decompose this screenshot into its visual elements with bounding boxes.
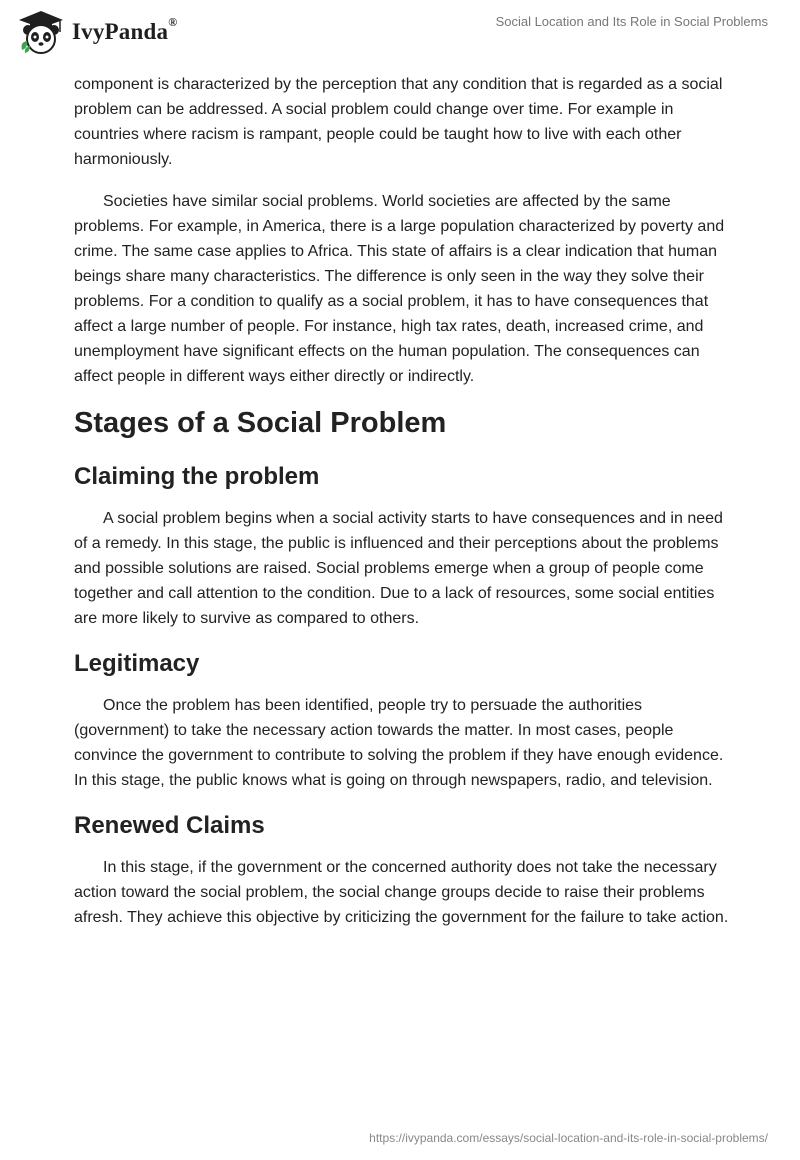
paragraph-claiming: A social problem begins when a social activity starts to have consequences and in need of a remedy. In this stage, the public is influenced and their perceptions about the problems and possible solutions are raised. Social problems emerge when a group of people come together and call attention to the condition. Due to a lack of resources, some social entities are more likely to survive as compared to others. bbox=[74, 510, 723, 627]
panda-graduate-icon bbox=[16, 8, 66, 58]
heading-claiming: Claiming the problem bbox=[74, 463, 320, 490]
heading-legitimacy: Legitimacy bbox=[74, 650, 200, 677]
ivypanda-logo[interactable] bbox=[16, 8, 177, 58]
source-url[interactable]: https://ivypanda.com/essays/social-location-and-its-role-in-social-problems/ bbox=[369, 1131, 768, 1145]
running-title: Social Location and Its Role in Social Problems bbox=[495, 14, 768, 29]
paragraph-renewed-claims: In this stage, if the government or the concerned authority does not take the necessary action toward the social problem, the social change groups decide to raise their problems afresh. They achieve this objective by criticizing the government for the failure to take action. bbox=[74, 859, 729, 926]
heading-stages: Stages of a Social Problem bbox=[74, 407, 447, 439]
paragraph-similar-problems: Societies have similar social problems. World societies are affected by the same problems. For example, in America, there is a large population characterized by poverty and crime. The same case applies to Africa. This state of affairs is a clear indication that human beings share many characteristics. The difference is only seen in the way they solve their problems. For a condition to qualify as a social problem, it has to have consequences that affect a large number of people. For instance, high tax rates, death, increased crime, and unemployment have significant effects on the human population. The consequences can affect people in different ways either directly or indirectly. bbox=[74, 193, 725, 385]
page-header bbox=[0, 0, 800, 70]
paragraph-legitimacy: Once the problem has been identified, people try to persuade the authorities (government) to take the necessary action towards the matter. In most cases, people convince the government to contribute to solving the problem if they have enough evidence. In this stage, the public knows what is going on through newspapers, radio, and television. bbox=[74, 697, 724, 789]
essay-content bbox=[74, 72, 734, 947]
paragraph-continuation: component is characterized by the perception that any condition that is regarded as a social problem can be addressed. A social problem could change over time. For example in countries where racism is rampant, people could be taught how to live with each other harmoniously. bbox=[74, 76, 723, 168]
heading-renewed-claims: Renewed Claims bbox=[74, 812, 265, 839]
logo-wordmark: IvyPanda® bbox=[72, 15, 178, 44]
